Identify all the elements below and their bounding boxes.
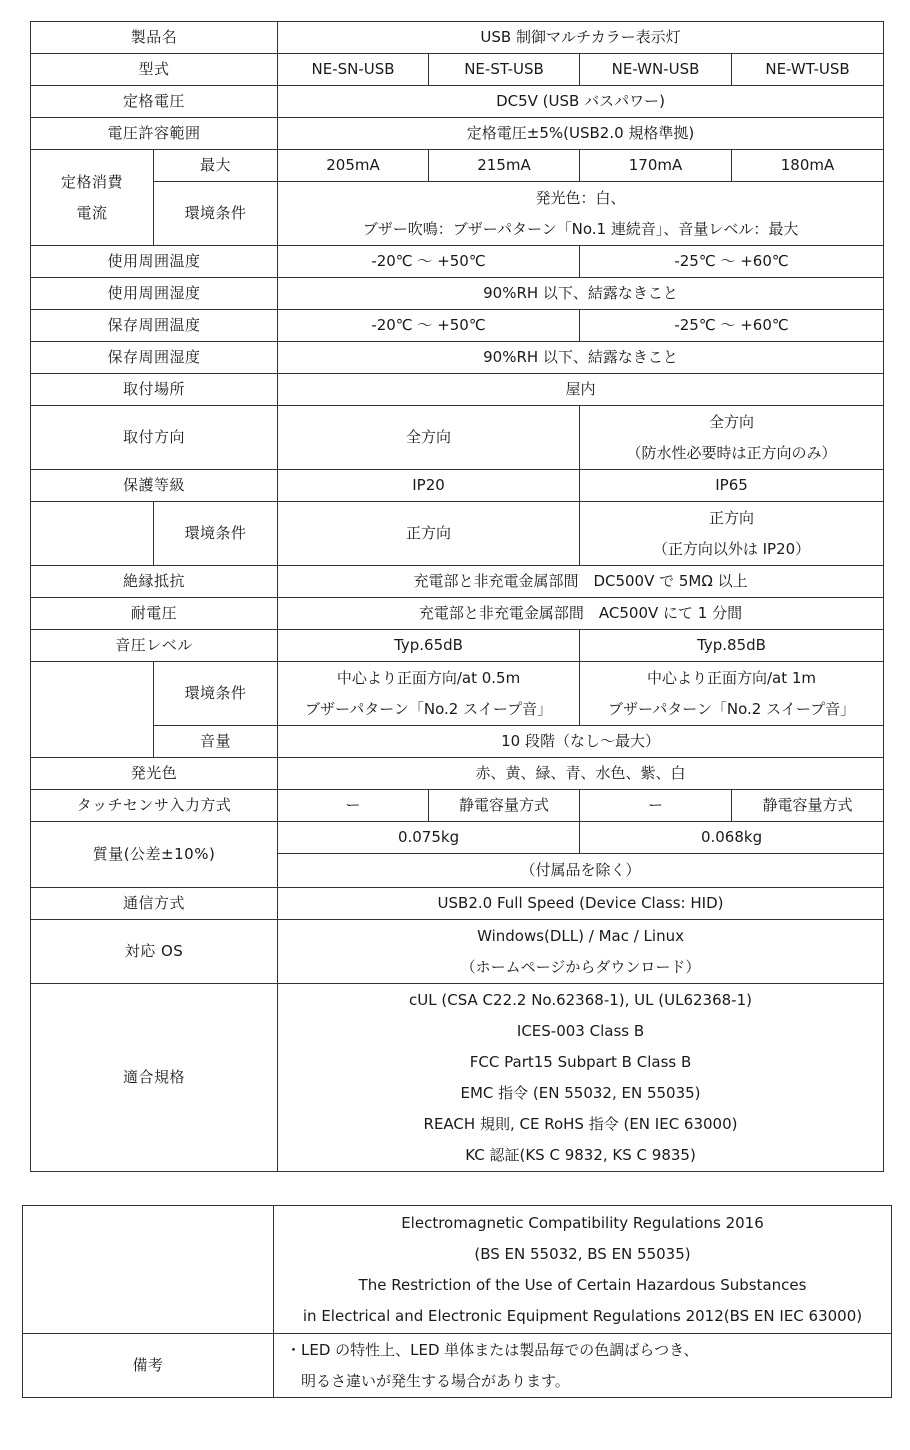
standards-line: EMC 指令 (EN 55032, EN 55035) <box>460 1083 701 1102</box>
remarks-value <box>274 1334 892 1398</box>
touch-value: 静電容量方式 <box>429 790 580 822</box>
insulation-value: 充電部と非充電金属部間 DC500V で 5MΩ 以上 <box>278 566 884 598</box>
mount-place-value: 屋内 <box>278 374 884 406</box>
sound-label: 音圧レベル <box>31 630 278 662</box>
product-name-label: 製品名 <box>31 22 278 54</box>
row-touch <box>31 790 884 822</box>
protection-label: 保護等級 <box>31 470 278 502</box>
row-volume <box>31 726 884 758</box>
current-cond-line2: ブザー吹鳴：ブザーパターン「No.1 連続音」、音量レベル：最大 <box>362 219 799 238</box>
sound-cond-spacer <box>31 662 154 758</box>
uk-regulations-label <box>23 1206 274 1334</box>
current-max-label: 最大 <box>154 150 278 182</box>
row-op-temp <box>31 246 884 278</box>
uk-regulations-value <box>274 1206 892 1334</box>
mount-dir-b <box>580 406 884 470</box>
current-label-line1: 定格消費 <box>60 172 123 191</box>
current-cond-value <box>278 182 884 246</box>
sound-cond-a-line1: 中心より正面方向/at 0.5m <box>336 668 521 687</box>
row-op-humidity <box>31 278 884 310</box>
current-cond-line1: 発光色：白、 <box>535 188 626 207</box>
row-colors <box>31 758 884 790</box>
comm-value: USB2.0 Full Speed (Device Class: HID) <box>278 888 884 920</box>
rated-voltage-value: DC5V (USB バスパワー) <box>278 86 884 118</box>
row-product-name <box>31 22 884 54</box>
row-withstand <box>31 598 884 630</box>
protection-b: IP65 <box>580 470 884 502</box>
os-value <box>278 920 884 984</box>
voltage-tolerance-label: 電圧許容範囲 <box>31 118 278 150</box>
row-st-temp <box>31 310 884 342</box>
mass-note: （付属品を除く） <box>278 854 884 888</box>
protection-cond-spacer <box>31 502 154 566</box>
standards-line: cUL (CSA C22.2 No.62368-1), UL (UL62368-1) <box>409 990 752 1009</box>
product-name-value: USB 制御マルチカラー表示灯 <box>278 22 884 54</box>
sound-cond-a-line2: ブザーパターン「No.2 スイープ音」 <box>304 699 553 718</box>
os-line2: （ホームページからダウンロード） <box>460 957 701 976</box>
st-humidity-value: 90%RH 以下、結露なきこと <box>278 342 884 374</box>
model-label: 型式 <box>31 54 278 86</box>
mass-label: 質量(公差±10%) <box>31 822 278 888</box>
row-uk-regulations <box>23 1206 892 1334</box>
row-mass <box>31 822 884 854</box>
mount-place-label: 取付場所 <box>31 374 278 406</box>
sound-cond-a <box>278 662 580 726</box>
standards-line: FCC Part15 Subpart B Class B <box>469 1052 692 1071</box>
touch-label: タッチセンサ入力方式 <box>31 790 278 822</box>
uk-reg-line: The Restriction of the Use of Certain Hazardous Substances <box>358 1275 807 1294</box>
st-temp-b: -25℃ ～ +60℃ <box>580 310 884 342</box>
withstand-value: 充電部と非充電金属部間 AC500V にて 1 分間 <box>278 598 884 630</box>
current-label <box>31 150 154 246</box>
os-line1: Windows(DLL) / Mac / Linux <box>477 926 684 945</box>
standards-line: ICES-003 Class B <box>516 1021 645 1040</box>
sound-b: Typ.85dB <box>580 630 884 662</box>
remarks-label: 備考 <box>23 1334 274 1398</box>
current-max-value: 180mA <box>732 150 884 182</box>
mount-dir-a: 全方向 <box>278 406 580 470</box>
protection-a: IP20 <box>278 470 580 502</box>
current-max-value: 205mA <box>278 150 429 182</box>
withstand-label: 耐電圧 <box>31 598 278 630</box>
row-comm <box>31 888 884 920</box>
op-humidity-label: 使用周囲湿度 <box>31 278 278 310</box>
st-humidity-label: 保存周囲湿度 <box>31 342 278 374</box>
uk-reg-line: in Electrical and Electronic Equipment Regulations 2012(BS EN IEC 63000) <box>302 1306 863 1325</box>
comm-label: 通信方式 <box>31 888 278 920</box>
op-humidity-value: 90%RH 以下、結露なきこと <box>278 278 884 310</box>
st-temp-a: -20℃ ～ +50℃ <box>278 310 580 342</box>
volume-label: 音量 <box>154 726 278 758</box>
mass-b: 0.068kg <box>580 822 884 854</box>
model-value: NE-ST-USB <box>429 54 580 86</box>
current-label-line2: 電流 <box>76 203 108 222</box>
spec-table-continued <box>22 1205 892 1398</box>
uk-reg-line: Electromagnetic Compatibility Regulations 2016 <box>401 1213 764 1232</box>
row-mount-dir <box>31 406 884 470</box>
protection-cond-b-line2: （正方向以外は IP20） <box>652 539 811 558</box>
touch-value: 静電容量方式 <box>732 790 884 822</box>
row-rated-voltage <box>31 86 884 118</box>
protection-cond-a: 正方向 <box>278 502 580 566</box>
voltage-tolerance-value: 定格電圧±5%(USB2.0 規格準拠) <box>278 118 884 150</box>
model-value: NE-SN-USB <box>278 54 429 86</box>
standards-value <box>278 984 884 1172</box>
remarks-line1: ・LED の特性上、LED 単体または製品毎での色調ばらつき、 <box>286 1340 699 1359</box>
standards-line: KC 認証(KS C 9832, KS C 9835) <box>465 1145 696 1164</box>
st-temp-label: 保存周囲温度 <box>31 310 278 342</box>
current-max-value: 215mA <box>429 150 580 182</box>
row-mount-place <box>31 374 884 406</box>
mount-dir-label: 取付方向 <box>31 406 278 470</box>
row-sound-cond <box>31 662 884 726</box>
volume-value: 10 段階（なし～最大） <box>278 726 884 758</box>
colors-value: 赤、黄、緑、青、水色、紫、白 <box>278 758 884 790</box>
colors-label: 発光色 <box>31 758 278 790</box>
row-os <box>31 920 884 984</box>
insulation-label: 絶縁抵抗 <box>31 566 278 598</box>
standards-label: 適合規格 <box>31 984 278 1172</box>
standards-line: REACH 規則, CE RoHS 指令 (EN IEC 63000) <box>423 1114 738 1133</box>
spec-table <box>30 21 884 1172</box>
row-model <box>31 54 884 86</box>
remarks-line2: 明るさ違いが発生する場合があります。 <box>286 1371 570 1390</box>
row-current-max <box>31 150 884 182</box>
protection-cond-b <box>580 502 884 566</box>
row-current-cond <box>31 182 884 246</box>
uk-reg-line: (BS EN 55032, BS EN 55035) <box>474 1244 691 1263</box>
row-remarks <box>23 1334 892 1398</box>
row-sound <box>31 630 884 662</box>
sound-cond-b <box>580 662 884 726</box>
sound-cond-b-line1: 中心より正面方向/at 1m <box>646 668 817 687</box>
touch-value: ー <box>580 790 732 822</box>
row-standards <box>31 984 884 1172</box>
os-label: 対応 OS <box>31 920 278 984</box>
row-protection <box>31 470 884 502</box>
model-value: NE-WN-USB <box>580 54 732 86</box>
op-temp-b: -25℃ ～ +60℃ <box>580 246 884 278</box>
current-cond-label: 環境条件 <box>154 182 278 246</box>
protection-cond-b-line1: 正方向 <box>709 508 755 527</box>
row-protection-cond <box>31 502 884 566</box>
sound-a: Typ.65dB <box>278 630 580 662</box>
mass-a: 0.075kg <box>278 822 580 854</box>
sound-cond-b-line2: ブザーパターン「No.2 スイープ音」 <box>607 699 856 718</box>
sound-cond-label: 環境条件 <box>154 662 278 726</box>
touch-value: ー <box>278 790 429 822</box>
current-max-value: 170mA <box>580 150 732 182</box>
row-voltage-tolerance <box>31 118 884 150</box>
row-st-humidity <box>31 342 884 374</box>
model-value: NE-WT-USB <box>732 54 884 86</box>
rated-voltage-label: 定格電圧 <box>31 86 278 118</box>
mount-dir-b-line2: （防水性必要時は正方向のみ） <box>626 443 837 462</box>
row-insulation <box>31 566 884 598</box>
op-temp-a: -20℃ ～ +50℃ <box>278 246 580 278</box>
protection-cond-label: 環境条件 <box>154 502 278 566</box>
op-temp-label: 使用周囲温度 <box>31 246 278 278</box>
mount-dir-b-line1: 全方向 <box>709 412 755 431</box>
